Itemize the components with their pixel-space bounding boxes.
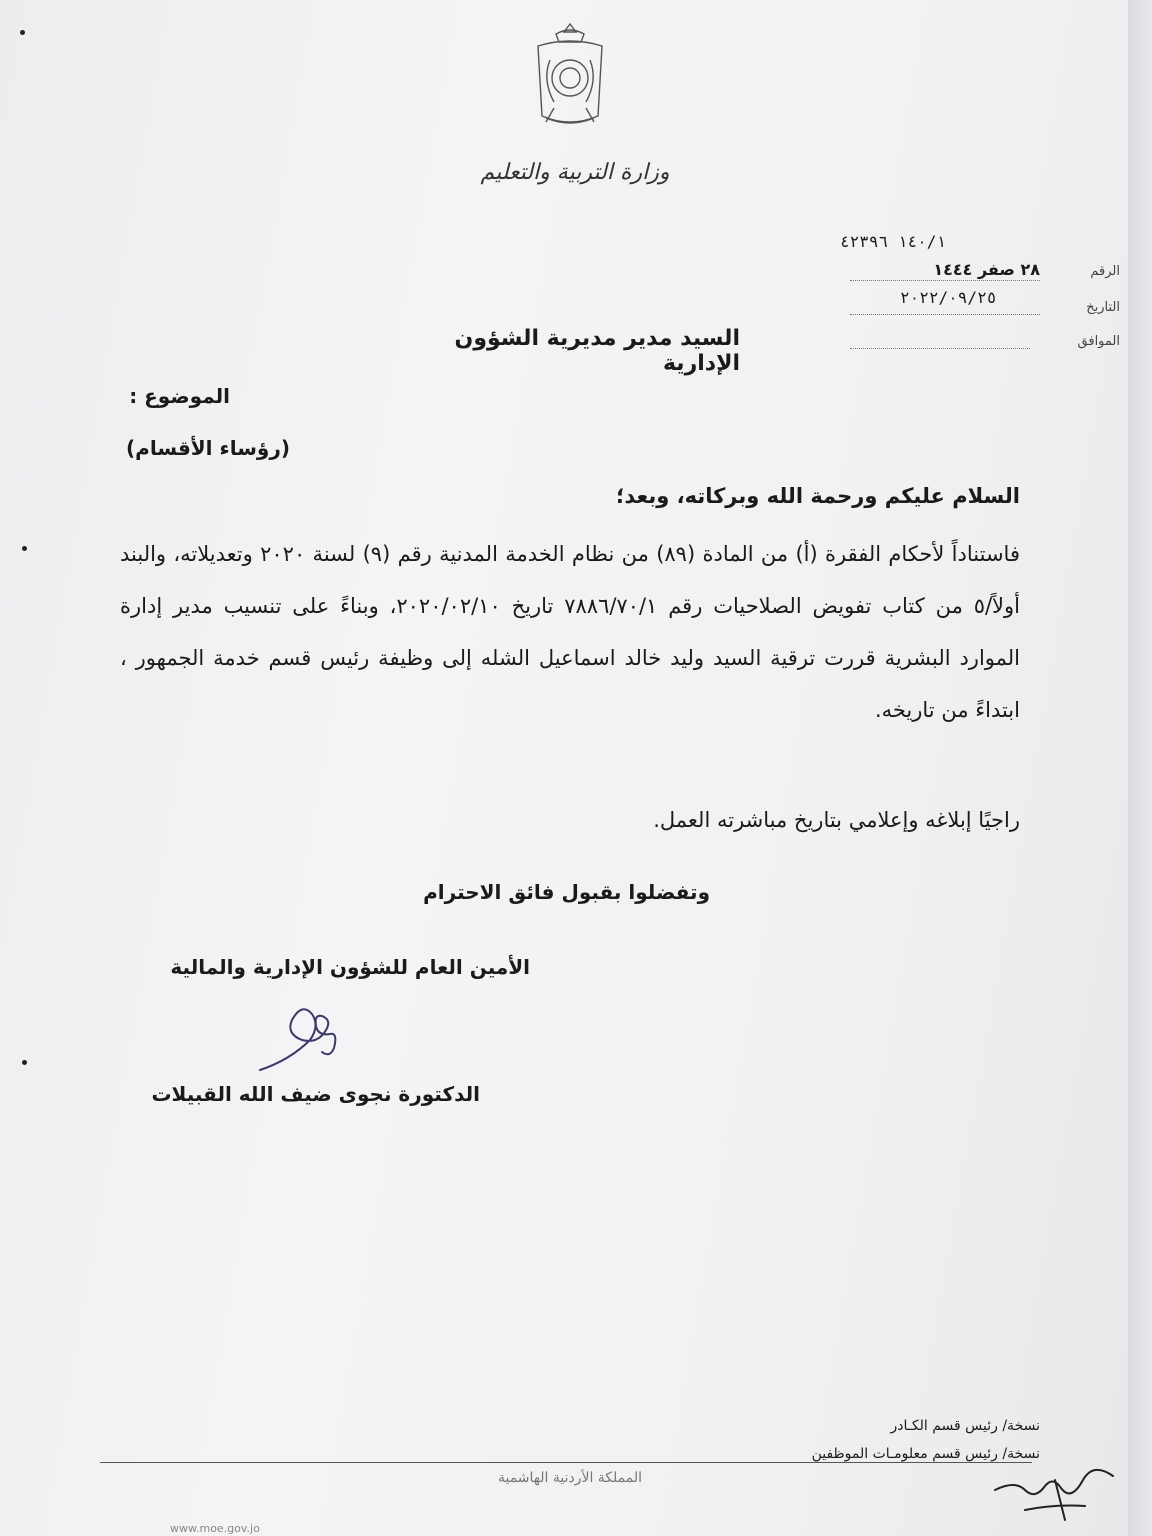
copy-line-2: نسخة/ رئيس قسم معلومـات الموظفين [811,1446,1040,1462]
closing-regards: وتفضلوا بقبول فائق الاحترام [423,880,710,904]
corresponding-label: الموافق [1077,334,1120,349]
footer-contact: www.moe.gov.jo [170,1522,260,1535]
date-label: التاريخ [1086,300,1120,315]
punch-hole-mark [22,546,27,551]
handwritten-initials [985,1450,1135,1536]
punch-hole-mark [22,1060,27,1065]
punch-hole-mark [20,30,25,35]
copy-line-1: نسخة/ رئيس قسم الكـادر [890,1418,1040,1434]
footer-kingdom: المملكة الأردنية الهاشمية [497,1470,643,1486]
subject-label: الموضوع : [129,384,230,408]
reference-number: ١٤٠/١ ٤٢٣٩٦ [840,232,946,251]
signatory-title: الأمين العام للشؤون الإدارية والمالية [170,955,530,979]
ref-label: الرقم [1090,264,1120,279]
signatory-name: الدكتورة نجوى ضيف الله القبيلات [151,1082,480,1106]
coat-of-arms-icon [520,20,620,132]
paper-edge [1128,0,1152,1536]
date-line [850,314,1040,315]
ref-line [850,280,1040,281]
gregorian-date: ٢٠٢٢/٠٩/٢٥ [900,288,997,307]
corresponding-line [850,348,1030,349]
hijri-date: ٢٨ صفر ١٤٤٤ [933,260,1040,279]
ministry-name: وزارة التربية والتعليم [480,160,670,185]
handwritten-signature [240,990,360,1080]
letter-body: فاستناداً لأحكام الفقرة (أ) من المادة (٨٩) من نظام الخدمة المدنية رقم (٩) لسنة ٢٠٢٠ وتعديلاته، والبند أولاً/٥ من كتاب تفويض الصلاحيات رقم ٧٨٨٦/٧٠/١ تاريخ ٢٠٢٠/٠٢/١٠، وبناءً على تنسيب مدير إدارة الموارد البشرية قررت ترقية السيد وليد خالد اسماعيل الشله إلى وظيفة رئيس قسم خدمة الجمهور ، ابتداءً من تاريخه. [120,542,1020,722]
subject-value: (رؤساء الأقسام) [126,436,290,460]
footer-divider [100,1462,1032,1463]
closing-request: راجيًا إبلاغه وإعلامي بتاريخ مباشرته العمل. [653,808,1020,832]
greeting: السلام عليكم ورحمة الله وبركاته، وبعد؛ [615,484,1020,508]
recipient: السيد مدير مديرية الشؤون الإدارية [454,326,740,376]
